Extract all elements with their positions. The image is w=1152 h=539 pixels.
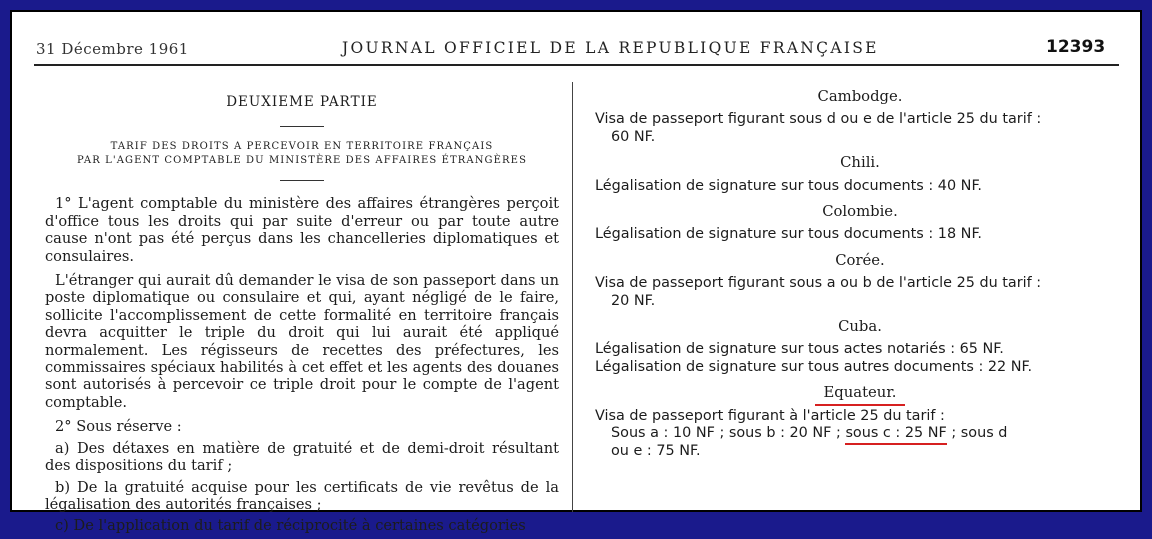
- part-title: DEUXIEME PARTIE: [226, 94, 378, 110]
- header-page-number: 12393: [1046, 37, 1106, 57]
- paragraph-1: 1° L'agent comptable du ministère des affaires étrangères perçoit d'office tous les droits qui par suite d'erreur ou par toute autre cause n'ont pas été perçus dans les chancelleries diplomatiques et consulaires.: [45, 195, 559, 265]
- document-page: [10, 10, 1142, 535]
- equateur-rate-d: ; sous d: [951, 425, 1008, 442]
- equateur-rate-c-highlight: sous c : 25 NF: [845, 425, 946, 445]
- equateur-rates-ab: Sous a : 10 NF ; sous b : 20 NF ;: [611, 425, 841, 442]
- equateur-highlight: Equateur.: [815, 384, 904, 406]
- equateur-line-3: ou e : 75 NF.: [611, 442, 701, 459]
- cuba-line-2: Légalisation de signature sur tous autres documents : 22 NF.: [595, 358, 1033, 375]
- header-rule: [34, 64, 1119, 66]
- equateur-line-1: Visa de passeport figurant à l'article 25 du tarif :: [595, 407, 945, 424]
- column-divider: [572, 82, 573, 512]
- tariff-line-1: TARIF DES DROITS A PERCEVOIR EN TERRITOIRE FRANÇAIS: [110, 141, 494, 153]
- header-title: JOURNAL OFFICIEL DE LA REPUBLIQUE FRANÇAISE: [342, 39, 879, 57]
- country-cambodge: Cambodge.: [817, 88, 903, 105]
- tariff-line-2: PAR L'AGENT COMPTABLE DU MINISTÈRE DES AFFAIRES ÉTRANGÈRES: [76, 155, 528, 167]
- country-cuba: Cuba.: [838, 318, 882, 336]
- left-column: [45, 80, 559, 539]
- coree-line-1: Visa de passeport figurant sous a ou b de l'article 25 du tarif :: [595, 275, 1042, 292]
- tariff-heading: [45, 140, 559, 168]
- chili-line-1: Légalisation de signature sur tous documents : 40 NF.: [595, 177, 982, 194]
- short-rule: [280, 126, 324, 127]
- country-coree: Corée.: [835, 251, 885, 269]
- page-header: [12, 12, 1140, 60]
- cuba-line-1: Légalisation de signature sur tous actes notariés : 65 NF.: [595, 341, 1004, 358]
- right-column: [595, 88, 1125, 460]
- paragraph-3: 2° Sous réserve :: [55, 418, 182, 436]
- short-rule-2: [280, 180, 324, 181]
- header-date: 31 Décembre 1961: [36, 40, 189, 58]
- colombie-line-1: Légalisation de signature sur tous documents : 18 NF.: [595, 226, 982, 243]
- equateur-line-2: [595, 425, 1125, 442]
- paragraph-6: c) De l'application du tarif de réciprocité à certaines catégories: [55, 517, 526, 535]
- cambodge-line-1: Visa de passeport figurant sous d ou e de l'article 25 du tarif :: [595, 111, 1042, 128]
- cambodge-line-2: 60 NF.: [611, 128, 656, 145]
- paragraph-2: L'étranger qui aurait dû demander le visa de son passeport dans un poste diplomatique ou consulaire et qui, ayant négligé de le faire, sollicite l'accomplissement de cette formalité en territoire français devra acquitter le triple du droit qui lui aurait été appliqué normalement. Les régisseurs de recettes des préfectures, les commissaires spéciaux habilités à cet effet et les agents des douanes sont autorisés à percevoir ce triple droit pour le compte de l'agent comptable.: [45, 272, 559, 411]
- coree-line-2: 20 NF.: [611, 292, 656, 309]
- paragraph-4: a) Des détaxes en matière de gratuité et de demi-droit résultant des dispositions du tarif ;: [45, 439, 559, 475]
- country-equateur: [595, 384, 1125, 401]
- country-colombie: Colombie.: [822, 203, 898, 221]
- country-chili: Chili.: [840, 154, 880, 172]
- paragraph-5: b) De la gratuité acquise pour les certificats de vie revêtus de la légalisation des autorités françaises ;: [45, 478, 559, 513]
